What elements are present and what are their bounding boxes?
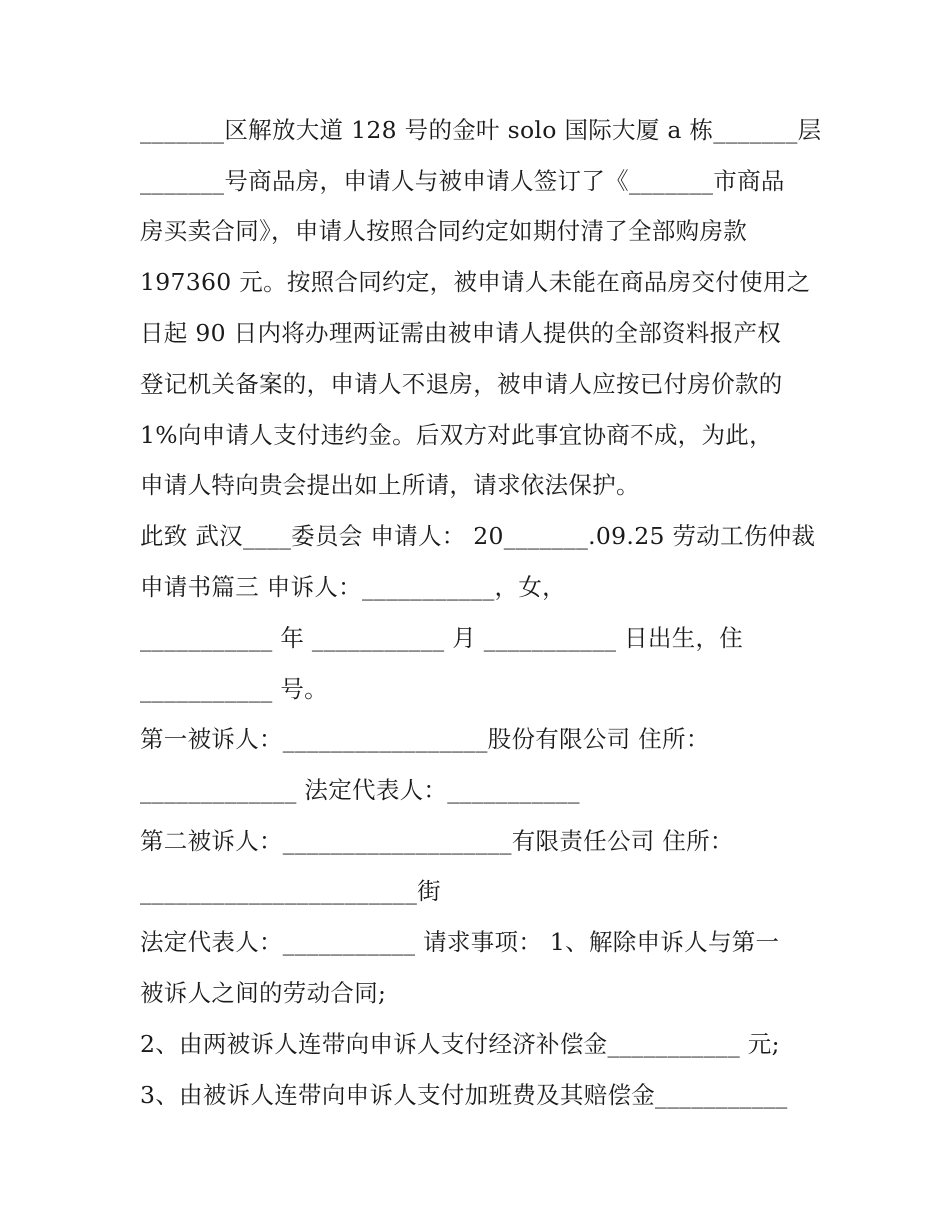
- text-line: _______号商品房，申请人与被申请人签订了《_______市商品: [140, 167, 785, 195]
- text-line: 日起 90 日内将办理两证需由被申请人提供的全部资料报产权: [140, 319, 782, 347]
- text-line: 第二被诉人：___________________有限责任公司 住所：: [140, 827, 734, 855]
- text-line: 房买卖合同》，申请人按照合同约定如期付清了全部购房款: [140, 217, 748, 245]
- text-line: 197360 元。按照合同约定，被申请人未能在商品房交付使用之: [140, 268, 811, 296]
- text-line: 被诉人之间的劳动合同;: [140, 979, 387, 1007]
- text-line: 1%向申请人支付违约金。后双方对此事宜协商不成，为此，: [140, 421, 773, 449]
- text-line: _______________________街: [140, 877, 441, 905]
- text-line: 法定代表人：___________ 请求事项： 1、解除申诉人与第一: [140, 928, 780, 956]
- text-line: _______区解放大道 128 号的金叶 solo 国际大厦 a 栋_______层: [140, 116, 822, 144]
- text-line: ___________ 号。: [140, 675, 328, 703]
- text-line: 登记机关备案的，申请人不退房，被申请人应按已付房价款的: [140, 370, 783, 398]
- text-line: _____________ 法定代表人：___________: [140, 776, 580, 804]
- text-line: 3、由被诉人连带向申诉人支付加班费及其赔偿金___________: [140, 1081, 788, 1109]
- text-line: 此致 武汉____委员会 申请人： 20_______.09.25 劳动工伤仲裁: [140, 522, 816, 550]
- text-line: 申请人特向贵会提出如上所请，请求依法保护。: [140, 471, 640, 499]
- text-line: ___________ 年 ___________ 月 ___________ 日出生，住: [140, 624, 744, 652]
- text-line: 第一被诉人：_________________股份有限公司 住所：: [140, 725, 710, 753]
- text-line: 2、由两被诉人连带向申诉人支付经济补偿金___________ 元;: [140, 1030, 780, 1058]
- text-line: 申请书篇三 申诉人：___________，女，: [140, 573, 566, 601]
